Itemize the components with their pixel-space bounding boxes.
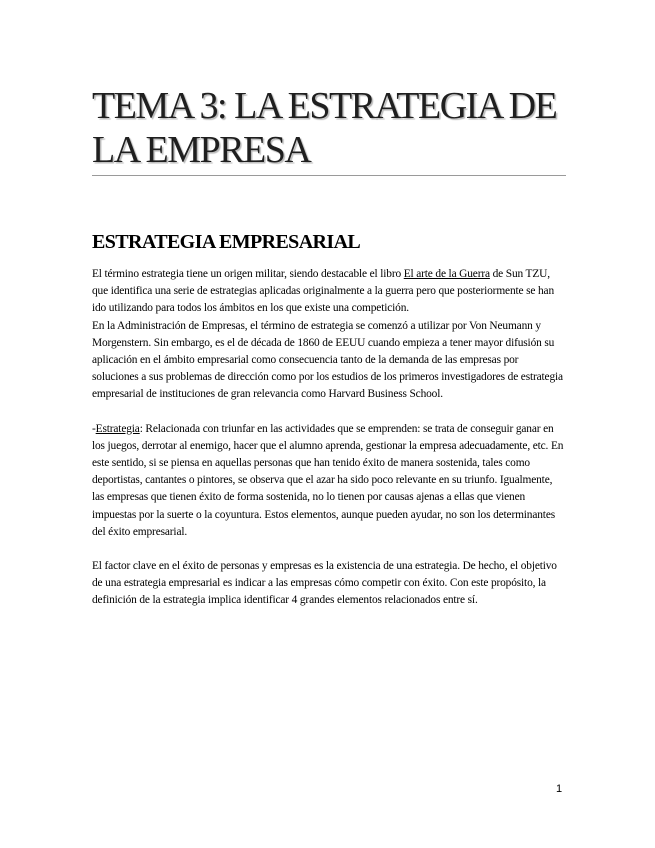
paragraph-spacer bbox=[92, 541, 566, 558]
body-text bbox=[92, 266, 566, 610]
paragraph-definition bbox=[92, 421, 566, 541]
document-title: TEMA 3: LA ESTRATEGIA DE LA EMPRESA bbox=[92, 85, 557, 171]
paragraph-administration: En la Administración de Empresas, el término de estrategia se comenzó a utilizar por Von Neumann y Morgenstern. Sin embargo, es el de década de 1860 de EEUU cuando empieza a tener mayor difusión su aplicación en el ámbito empresarial como consecuencia tanto de la demanda de las empresas por soluciones a sus problemas de dirección como por los estudios de los primeros investigadores de estrategia empresarial de instituciones de gran relevancia como Harvard Business School. bbox=[92, 319, 563, 401]
paragraph-key-factor: El factor clave en el éxito de personas y empresas es la existencia de una estrategia. De hecho, el objetivo de una estrategia empresarial es indicar a las empresas cómo competir con éxito. Con este propósito, la definición de la estrategia implica identificar 4 grandes elementos relacionados entre sí. bbox=[92, 560, 557, 607]
title-divider bbox=[92, 175, 566, 176]
paragraph-origin-text-end: de Sun TZU, que identifica una serie de estrategias aplicadas originalmente a la guerra pero que posteriormente se han ido utilizando para todos los ámbitos en los que existe una competición. bbox=[92, 268, 554, 315]
paragraph-origin bbox=[92, 266, 566, 318]
definition-text: : Relacionada con triunfar en las actividades que se emprenden: se trata de conseguir ganar en los juegos, derrotar al enemigo, hacer que el alumno aprenda, gestionar la empresa adecuadamente, etc. En este sentido, si se piensa en aquellas personas que han tenido éxito de manera sostenida, tales como deportistas, cantantes o pintores, se observa que el azar ha sido poco relevante en su triunfo. Igualmente, las empresas que tienen éxito de forma sostenida, no lo tienen por causas ajenas a ellas que vienen impuestas por la suerte o la coyuntura. Estos elementos, aunque pueden ayudar, no son los determinantes del éxito empresarial. bbox=[92, 422, 564, 538]
paragraph-spacer bbox=[92, 404, 566, 421]
section-heading: ESTRATEGIA EMPRESARIAL bbox=[92, 231, 361, 253]
definition-prefix: - bbox=[92, 422, 96, 435]
definition-term: Estrategia bbox=[95, 422, 140, 435]
page-number: 1 bbox=[556, 783, 563, 795]
paragraph-origin-text-start: El término estrategia tiene un origen militar, siendo destacable el libro bbox=[92, 268, 404, 280]
book-title: El arte de la Guerra bbox=[403, 268, 490, 280]
